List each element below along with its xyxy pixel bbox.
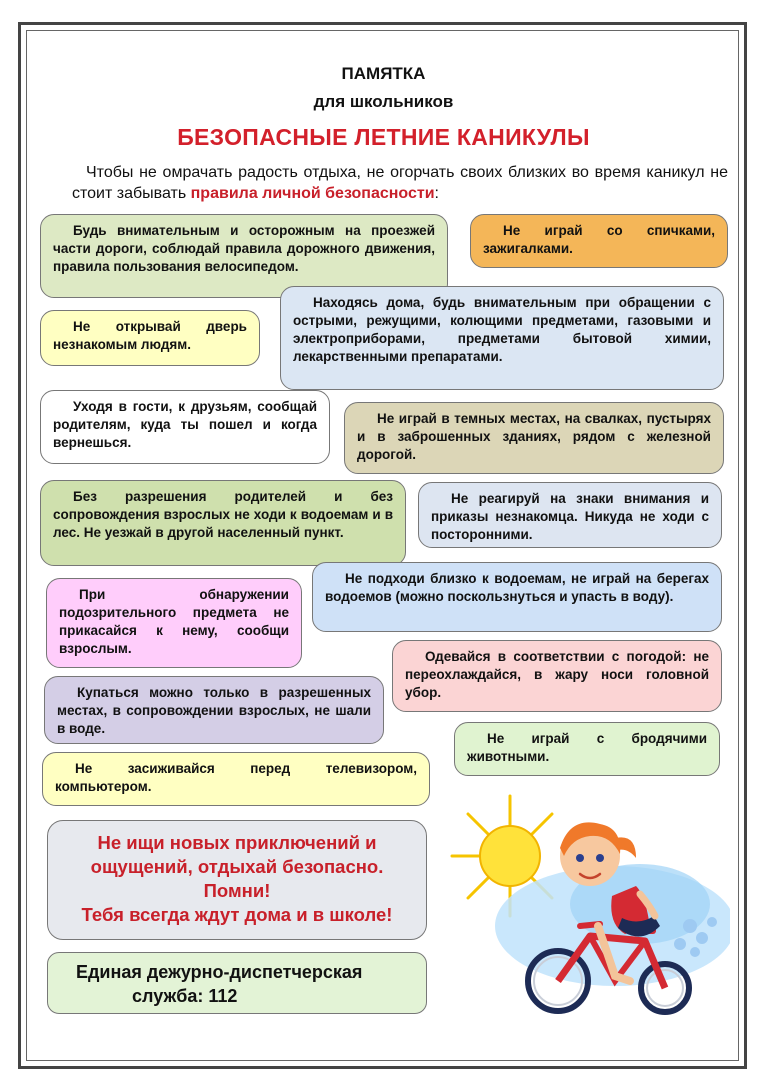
rule-strangers: Не реагируй на знаки внимания и приказы незнакомца. Никуда не ходи с посторонними. [418, 482, 722, 548]
final-line-3: Помни! [203, 880, 271, 901]
final-line-1: Не ищи новых приключений и [97, 832, 377, 853]
rule-tell-parents: Уходя в гости, к друзьям, сообщай родителям, куда ты пошел и когда вернешься. [40, 390, 330, 464]
girl-on-bicycle-illustration [440, 776, 730, 1016]
intro-paragraph [72, 162, 728, 204]
final-line-2: ощущений, отдыхай безопасно. [90, 856, 384, 877]
emergency-service [47, 952, 427, 1014]
rule-suspicious-object: При обнаружении подозрительного предмета не прикасайся к нему, сообщи взрослым. [46, 578, 302, 668]
rule-weather-clothing: Одевайся в соответствии с погодой: не переохлаждайся, в жару носи головной убор. [392, 640, 722, 712]
rule-stray-animals: Не играй с бродячими животными. [454, 722, 720, 776]
intro-highlight: правила личной безопасности [190, 185, 435, 202]
intro-colon: : [434, 185, 439, 202]
rule-swimming: Купаться можно только в разрешенных местах, в сопровождении взрослых, не шали в воде. [44, 676, 384, 744]
rule-matches: Не играй со спичками, зажигалками. [470, 214, 728, 268]
memo-subtitle: для школьников [313, 92, 454, 111]
rule-screen-time: Не засиживайся перед телевизором, компьютером. [42, 752, 430, 806]
rule-water-forest: Без разрешения родителей и без сопровождения взрослых не ходи к водоемам и в лес. Не уезжай в другой населенный пункт. [40, 480, 406, 566]
rule-road-safety: Будь внимательным и осторожным на проезжей части дороги, соблюдай правила дорожного движения, правила пользования велосипедом. [40, 214, 448, 298]
service-line-2: служба: 112 [132, 986, 238, 1006]
service-line-1: Единая дежурно-диспетчерская [76, 962, 363, 982]
final-reminder [47, 820, 427, 940]
rule-door: Не открывай дверь незнакомым людям. [40, 310, 260, 366]
intro-text: Чтобы не омрачать радость отдыха, не огорчать своих близких во время каникул не стоит забывать [72, 164, 728, 202]
rule-waterbanks: Не подходи близко к водоемам, не играй на берегах водоемов (можно поскользнуться и упасть в воду). [312, 562, 722, 632]
rule-home-objects: Находясь дома, будь внимательным при обращении с острыми, режущими, колющими предметами, газовыми и электроприборами, предметами бытовой химии, лекарственными препаратами. [280, 286, 724, 390]
memo-title: ПАМЯТКА [341, 64, 426, 83]
final-line-4: Тебя всегда ждут дома и в школе! [81, 904, 393, 925]
main-heading: БЕЗОПАСНЫЕ ЛЕТНИЕ КАНИКУЛЫ [177, 124, 590, 150]
rule-dark-places: Не играй в темных местах, на свалках, пустырях и в заброшенных зданиях, рядом с железной дорогой. [344, 402, 724, 474]
